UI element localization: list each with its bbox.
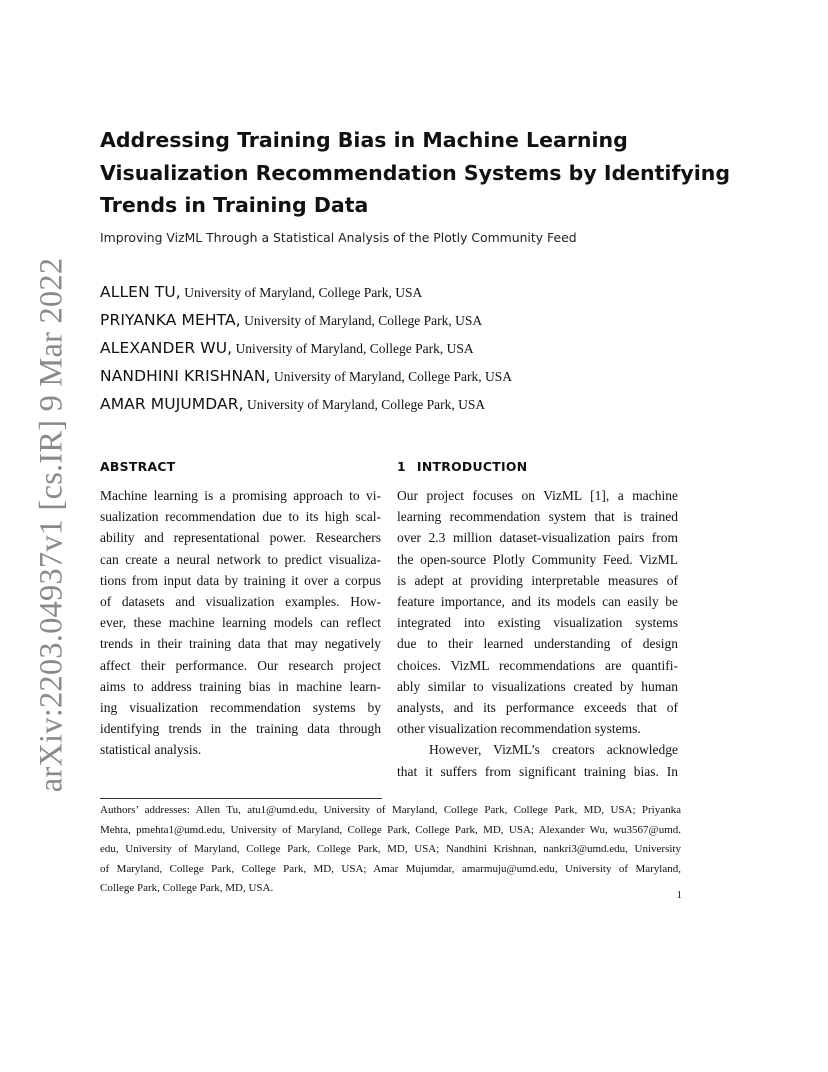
- text-line: ever, these machine learning models can reflect: [100, 615, 381, 631]
- abstract-heading: ABSTRACT: [100, 459, 176, 474]
- title-line: Trends in Training Data: [100, 193, 369, 217]
- author-entry: [100, 392, 740, 420]
- page-number: 1: [676, 889, 682, 901]
- author-name: ALLEN TU,: [100, 283, 181, 301]
- footnote-divider: [100, 798, 382, 799]
- text-line: the open-source Plotly Community Feed. VizML: [397, 551, 678, 567]
- text-line: tions from input data by training it over a corpus: [100, 572, 381, 588]
- author-name: AMAR MUJUMDAR,: [100, 395, 244, 413]
- arxiv-identifier-stamp: arXiv:2203.04937v1 [cs.IR] 9 Mar 2022: [33, 257, 70, 793]
- author-affiliation: University of Maryland, College Park, USA: [243, 397, 486, 412]
- author-affiliation: University of Maryland, College Park, USA: [270, 369, 513, 384]
- introduction-paragraph: [397, 485, 678, 739]
- text-line: However, VizML’s creators acknowledge: [429, 742, 678, 758]
- text-line: affect their performance. Our research project: [100, 657, 381, 673]
- footnote-line: Mehta, pmehta1@umd.edu, University of Maryland, College Park, College Park, MD, USA; Alexander Wu, wu3567@umd.: [100, 823, 681, 836]
- introduction-paragraph: [397, 739, 678, 781]
- author-name: NANDHINI KRISHNAN,: [100, 367, 271, 385]
- section-title: INTRODUCTION: [416, 459, 528, 474]
- text-line: other visualization recommendation systems.: [397, 721, 641, 737]
- text-line: trends in their training data that may negatively: [100, 636, 381, 652]
- text-line: analysts, and its performance exceeds that of: [397, 700, 678, 716]
- title-line: Addressing Training Bias in Machine Learning: [100, 128, 628, 152]
- text-line: Machine learning is a promising approach to vi-: [100, 488, 381, 503]
- text-line: that it suffers from significant training bias. In: [397, 763, 678, 779]
- section-number: 1: [397, 459, 406, 474]
- footnote-line: edu, University of Maryland, College Park, College Park, MD, USA; Nandhini Krishnan, nankri3@umd.edu, University: [100, 843, 681, 856]
- author-affiliation: University of Maryland, College Park, USA: [180, 285, 423, 300]
- abstract-paragraph: [100, 485, 381, 761]
- text-line: can create a neural network to predict visualiza-: [100, 551, 381, 567]
- author-entry: [100, 308, 740, 336]
- text-line: integrated into existing visualization systems: [397, 615, 678, 631]
- text-line: ably similar to visualizations created by human: [397, 678, 678, 694]
- text-line: is adept at providing interpretable measures of: [397, 572, 678, 588]
- author-list: [100, 280, 740, 420]
- paper-title: [100, 124, 731, 222]
- text-line: Our project focuses on VizML [1], a machine: [397, 488, 678, 503]
- text-line: choices. VizML recommendations are quantifi-: [397, 657, 678, 673]
- footnote-line: Authors’ addresses: Allen Tu, atu1@umd.edu, University of Maryland, College Park, College Park, MD, USA; Priyanka: [100, 804, 681, 816]
- authors-addresses-footnote: [100, 801, 681, 899]
- text-line: due to their learned understanding of design: [397, 636, 678, 652]
- text-line: aims to address training bias in machine learn-: [100, 678, 381, 694]
- text-line: ability and representational power. Researchers: [100, 530, 381, 546]
- author-name: ALEXANDER WU,: [100, 339, 233, 357]
- author-affiliation: University of Maryland, College Park, USA: [232, 341, 474, 356]
- text-line: ing visualization recommendation systems by: [100, 700, 381, 716]
- author-affiliation: University of Maryland, College Park, USA: [240, 313, 483, 328]
- introduction-body: [397, 485, 678, 782]
- footnote-line: of Maryland, College Park, College Park, MD, USA; Amar Mujumdar, amarmuju@umd.edu, University of Maryland,: [100, 862, 681, 875]
- author-entry: [100, 336, 740, 364]
- title-line: Visualization Recommendation Systems by Identifying: [100, 160, 731, 185]
- introduction-heading: [397, 459, 527, 474]
- abstract-body: [100, 485, 381, 761]
- text-line: sualization recommendation due to its high scal-: [100, 509, 381, 525]
- text-line: of datasets and visualization examples. How-: [100, 594, 381, 610]
- text-line: statistical analysis.: [100, 742, 202, 758]
- text-line: feature importance, and its models can easily be: [397, 594, 678, 610]
- author-entry: [100, 364, 740, 392]
- author-name: PRIYANKA MEHTA,: [100, 311, 241, 329]
- text-line: identifying trends in the training data through: [100, 721, 381, 737]
- paper-subtitle: Improving VizML Through a Statistical Analysis of the Plotly Community Feed: [100, 230, 577, 245]
- footnote-line: College Park, College Park, MD, USA.: [100, 882, 274, 895]
- text-line: over 2.3 million dataset-visualization pairs from: [397, 530, 678, 546]
- author-entry: [100, 280, 740, 308]
- text-line: learning recommendation system that is trained: [397, 509, 678, 525]
